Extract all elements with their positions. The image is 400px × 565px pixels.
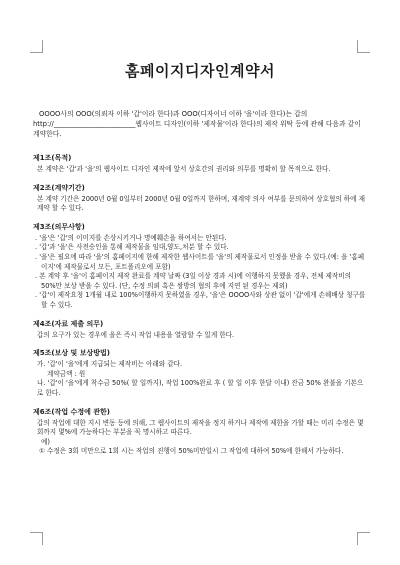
crop-mark-bottom-right: [357, 532, 370, 545]
list-item: . '갑'과 '을'은 사전승인을 통해 제작물을 임대,양도,처분 할 수 있다.: [35, 243, 229, 252]
list-item: . '을'은 필요에 따라 '을'의 홈페이지에 한해 제작한 웹사이트를 '을'의 제작물로서 인정을 받을 수 있다.(예: 을 '홈페이지'에 제작물로서 모든, 포트폴리오에 포함): [35, 252, 365, 271]
crop-mark-top-left: [30, 40, 43, 53]
section-2-period: [33, 183, 367, 214]
contract-amount-line: 계약금액 : 원: [47, 369, 86, 378]
section-1-purpose: [33, 153, 367, 175]
list-item: . '갑'이 제작요청 1개월 내로 100%이행하지 못하였을 경우, '을'은 OOOO사와 상관 없이 '갑'에게 손해배상 청구를 할 수 있다.: [35, 291, 366, 309]
section-title: 제4조(자료 제출 의무): [33, 319, 104, 328]
crop-mark-top-right: [357, 40, 370, 53]
section-line: 가. '갑'이 '을'에게 지급되는 제작비는 아래와 같다.: [37, 360, 183, 369]
document-page: [33, 60, 367, 465]
section-body: 본 계약 기간은 2000년 0월 0일부터 2000년 0월 0일까지 한하며, 재계약 의사 여부를 문의하여 상호협의 하에 재계약 할 수 있다.: [37, 194, 366, 213]
section-title: 제6조(작업 수정에 관한): [33, 407, 111, 416]
section-5-compensation: [33, 348, 367, 398]
section-line: 나. '갑'이 '을'에게 착수금 50%( 할 일까지), 작업 100%완료 후 ( 할 일 이후 한달 이내) 잔금 50% 완불을 기본으로 한다.: [37, 379, 364, 397]
example-item: ① 수정은 3회 미만으로 1회 시는 작업의 진행이 50%미만일시 그 작업에 대하여 50%에 한해서 가능하다.: [39, 447, 344, 456]
section-4-materials: [33, 319, 367, 341]
section-6-revisions: [33, 407, 367, 457]
section-body: 갑의 작업에 대한 지시 변동 등에 의해, 그 웹사이트의 제작을 정지 하거나 제작에 제한을 가할 때는 미리 수정은 몇 회까지 몇%에 가능하다는 부분을 꼭 명시하고 따른다.: [37, 418, 364, 437]
section-title: 제3조(의무사항): [33, 222, 85, 231]
intro-paragraph: OOOO사의 OOO(의뢰자 이하 '갑'이라 한다)과 OOO(디자이너 이하 '을'이라 한다)는 갑의 http://________________________웹사이트 디자인(이하 '제작물'이라 한다)의 제작 위탁 등에 관해 다음과 같이 계약한다.: [33, 110, 361, 138]
section-body: 갑의 요구가 있는 경우에 을은 즉시 작업 내용을 열람할 수 있게 한다.: [37, 330, 235, 339]
duties-list: [33, 234, 367, 311]
list-item: . 본 계약 후 '을'이 홈페이지 제작 완료를 계약 날짜 (3일 이상 경과 시)에 이행하지 못했을 경우, 전체 제작비의 50%만 보상 받을 수 있다. (단, 수정 의뢰 혹은 쌍방의 협의 후에 지연 된 경우는 제외): [35, 272, 352, 290]
section-title: 제2조(계약기간): [33, 183, 85, 192]
list-item: . '을'은 '갑'의 이미지를 손상시키거나 명예훼손을 하여서는 안된다.: [35, 233, 227, 242]
section-title: 제1조(목적): [33, 154, 72, 162]
document-title: 홈페이지디자인계약서: [125, 62, 275, 80]
section-3-duties: [33, 222, 367, 311]
section-body: 본 계약은 '갑'과 '을'의 웹사이트 디자인 제작에 앞서 상호간의 권리와 의무를 명확히 할 목적으로 한다.: [37, 165, 331, 173]
example-label: 예): [41, 437, 50, 446]
crop-mark-bottom-left: [30, 532, 43, 545]
section-title: 제5조(보상 및 보상방법): [33, 349, 111, 358]
